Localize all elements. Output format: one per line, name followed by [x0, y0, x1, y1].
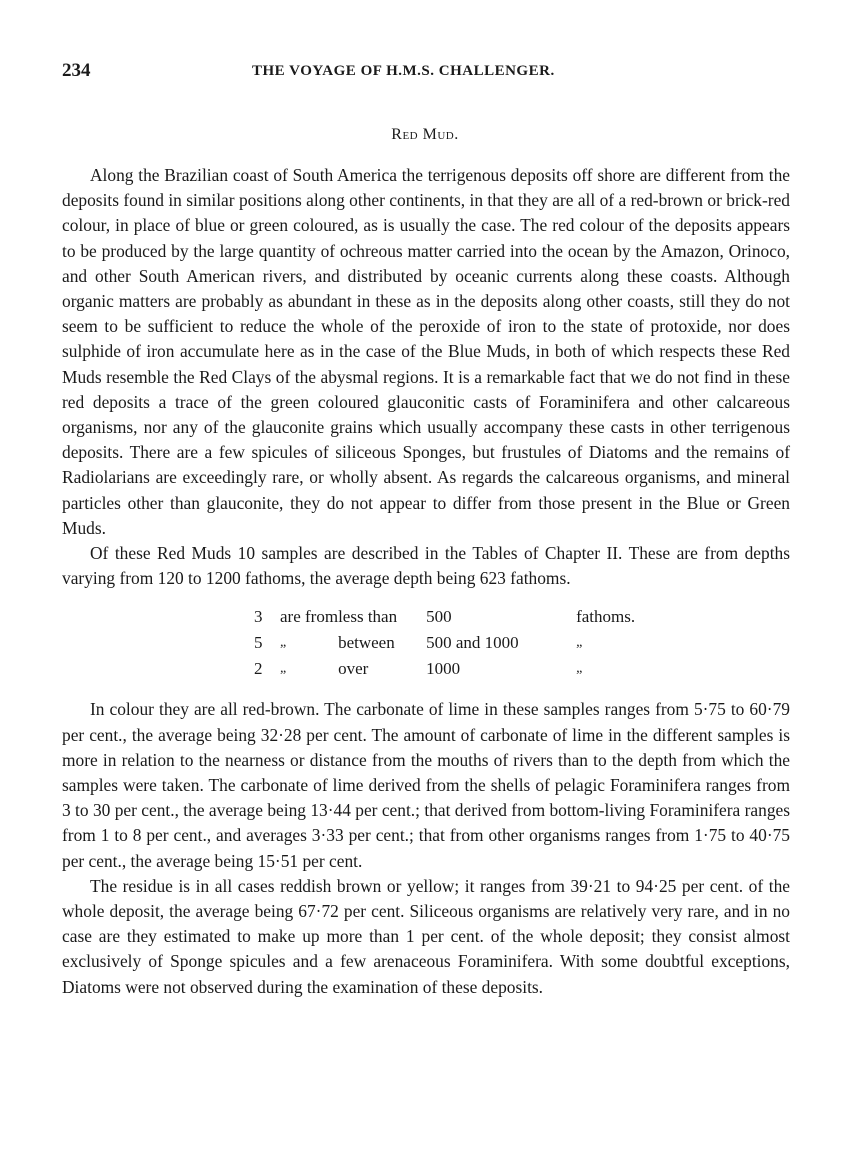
depth-relation: over [338, 659, 369, 679]
paragraph: The residue is in all cases reddish brown or yellow; it ranges from 39·21 to 94·25 per cent. of the whole deposit, the average being 67·72 per cent. Siliceous organisms are relatively very rare, and in no case are they estimated to make up more than 1 per cent. of the whole deposit; they consist almost exclusively of Sponge spicules and a few arenaceous Foraminifera. With some doubtful exceptions, Diatoms were not observed during the examination of these deposits. [62, 875, 790, 997]
ditto-cell: „ [280, 661, 287, 677]
depth-relation: less than [338, 607, 398, 627]
depth-range: 500 [426, 607, 452, 627]
sample-count: 3 [254, 607, 263, 627]
sample-count: 5 [254, 633, 263, 653]
running-title: THE VOYAGE OF H.M.S. CHALLENGER. [252, 63, 555, 79]
page-number: 234 [62, 60, 91, 81]
depth-unit: „ [576, 635, 583, 651]
sample-count: 2 [254, 659, 263, 679]
ditto-cell: are from [280, 607, 339, 627]
depth-unit: „ [576, 661, 583, 677]
section-title: Red Mud. [391, 126, 459, 143]
depth-table [254, 605, 656, 683]
depth-range: 1000 [426, 659, 461, 679]
ditto-cell: „ [280, 635, 287, 651]
paragraph: Along the Brazilian coast of South America the terrigenous deposits off shore are different from the deposits found in similar positions along other continents, in that they are all of a red-brown or brick-red colour, in place of blue or green coloured, as is usually the case. The red colour of the deposits appears to be produced by the large quantity of ochreous matter carried into the ocean by the Amazon, Orinoco, and other South American rivers, and distributed by oceanic currents along these coasts. Although organic matters are probably as abundant in these as in the deposits along other coasts, still they do not seem to be sufficient to reduce the whole of the peroxide of iron to the state of protoxide, nor does sulphide of iron accumulate here as in the case of the Blue Muds, in both of which respects these Red Muds resemble the Red Clays of the abysmal regions. It is a remarkable fact that we do not find in these red deposits a trace of the green coloured glauconitic casts of Foraminifera and other calcareous organisms, nor any of the glauconite grains which usually accompany these casts in other terrigenous deposits. There are a few spicules of siliceous Sponges, but frustules of Diatoms and the remains of Radiolarians are exceedingly rare, or wholly absent. As regards the calcareous organisms, and mineral particles other than glauconite, they do not appear to differ from those present in the Blue or Green Muds. [62, 165, 790, 538]
depth-relation: between [338, 633, 395, 653]
depth-range: 500 and 1000 [426, 633, 519, 653]
depth-table-row [254, 657, 656, 683]
depth-unit: fathoms. [576, 607, 636, 627]
depth-table-row [254, 631, 656, 657]
paragraph: In colour they are all red-brown. The carbonate of lime in these samples ranges from 5·75 to 60·79 per cent., the average being 32·28 per cent. The amount of carbonate of lime in the different samples is more in relation to the nearness or distance from the mouths of rivers than to the depth from which the samples were taken. The carbonate of lime derived from the shells of pelagic Foraminifera ranges from 3 to 30 per cent., the average being 13·44 per cent.; that derived from bottom-living Foraminifera ranges from 1 to 8 per cent., and averages 3·33 per cent.; that from other organisms ranges from 1·75 to 40·75 per cent., the average being 15·51 per cent. [62, 699, 790, 871]
body-text [62, 163, 790, 1000]
page-header [62, 60, 788, 86]
paragraph: Of these Red Muds 10 samples are described in the Tables of Chapter II. These are from depths varying from 120 to 1200 fathoms, the average depth being 623 fathoms. [62, 543, 790, 589]
depth-table-row [254, 605, 656, 631]
